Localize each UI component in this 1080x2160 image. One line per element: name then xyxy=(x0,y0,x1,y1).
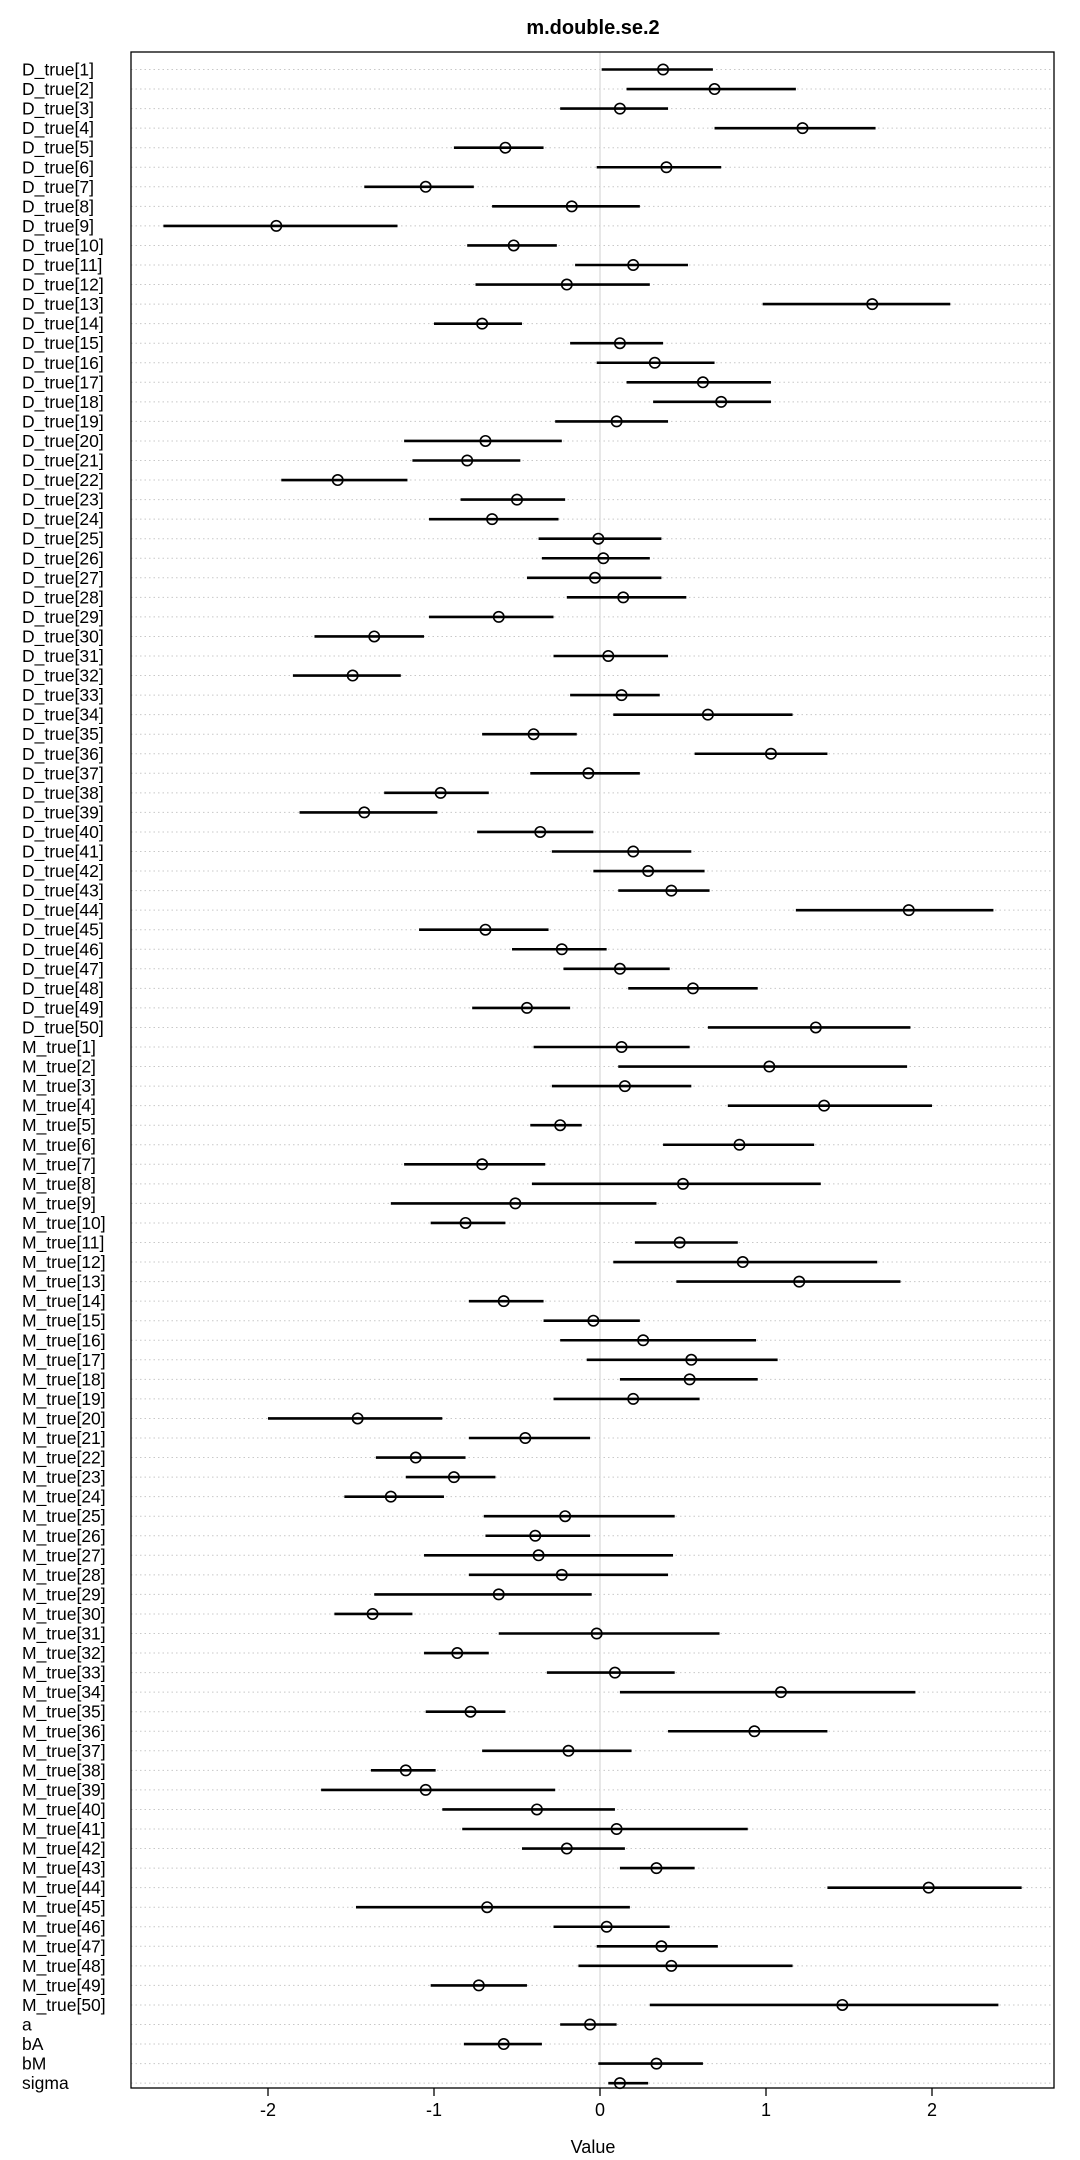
row-label: M_true[15] xyxy=(22,1310,106,1331)
row-label: D_true[34] xyxy=(22,704,104,725)
row-label: M_true[48] xyxy=(22,1955,106,1976)
row-label: D_true[22] xyxy=(22,470,104,491)
row-label: M_true[42] xyxy=(22,1838,106,1859)
row-label: D_true[36] xyxy=(22,743,104,764)
row-label: M_true[21] xyxy=(22,1428,106,1448)
row-label: D_true[14] xyxy=(22,313,104,334)
row-label: M_true[30] xyxy=(22,1603,106,1624)
row-label: M_true[2] xyxy=(22,1056,96,1077)
row-label: M_true[27] xyxy=(22,1545,106,1566)
row-label: D_true[49] xyxy=(22,997,104,1018)
row-label: M_true[29] xyxy=(22,1584,106,1605)
row-label: D_true[2] xyxy=(22,79,94,100)
row-label: M_true[40] xyxy=(22,1799,106,1820)
row-label: bM xyxy=(22,2053,47,2074)
x-tick-label: -1 xyxy=(425,2100,443,2120)
row-label: M_true[31] xyxy=(22,1623,106,1644)
row-label: M_true[17] xyxy=(22,1349,106,1370)
row-label: sigma xyxy=(22,2073,69,2094)
row-label: D_true[26] xyxy=(22,548,104,569)
x-axis-label: Value xyxy=(570,2137,616,2157)
row-label: D_true[46] xyxy=(22,939,104,960)
row-label: M_true[39] xyxy=(22,1779,106,1800)
row-label: M_true[38] xyxy=(22,1760,106,1781)
row-label: M_true[7] xyxy=(22,1154,96,1175)
row-label: D_true[45] xyxy=(22,919,104,940)
row-label: M_true[46] xyxy=(22,1916,106,1937)
row-label: D_true[19] xyxy=(22,411,104,432)
row-label: M_true[26] xyxy=(22,1525,106,1546)
row-label: D_true[4] xyxy=(22,118,94,139)
row-label: D_true[8] xyxy=(22,196,94,217)
row-label: M_true[44] xyxy=(22,1877,106,1898)
row-labels xyxy=(22,60,106,2094)
row-label: D_true[23] xyxy=(22,489,104,510)
row-label: D_true[17] xyxy=(22,372,104,393)
chart-title: m.double.se.2 xyxy=(526,17,660,39)
row-label: D_true[10] xyxy=(22,235,104,256)
row-label: D_true[42] xyxy=(22,861,104,882)
row-label: D_true[7] xyxy=(22,176,94,197)
row-label: M_true[23] xyxy=(22,1467,106,1488)
row-label: D_true[9] xyxy=(22,215,94,236)
row-label: a xyxy=(22,2014,32,2035)
row-label: D_true[18] xyxy=(22,391,104,412)
row-label: D_true[48] xyxy=(22,978,104,999)
row-label: D_true[5] xyxy=(22,137,94,158)
row-label: M_true[25] xyxy=(22,1506,106,1527)
row-label: M_true[49] xyxy=(22,1975,106,1996)
plot-frame xyxy=(131,52,1054,2088)
row-label: D_true[16] xyxy=(22,352,104,373)
row-label: M_true[16] xyxy=(22,1330,106,1351)
row-label: D_true[13] xyxy=(22,294,104,315)
row-label: M_true[10] xyxy=(22,1212,106,1233)
row-label: D_true[38] xyxy=(22,782,104,803)
row-label: M_true[24] xyxy=(22,1486,106,1507)
row-label: M_true[32] xyxy=(22,1643,106,1664)
row-label: M_true[19] xyxy=(22,1388,106,1409)
row-label: D_true[33] xyxy=(22,685,104,706)
row-label: M_true[11] xyxy=(22,1232,105,1253)
row-label: D_true[35] xyxy=(22,724,104,745)
row-label: D_true[30] xyxy=(22,626,104,647)
row-label: D_true[41] xyxy=(22,841,104,862)
row-gridlines xyxy=(131,70,1054,2084)
row-label: M_true[9] xyxy=(22,1193,96,1214)
x-axis xyxy=(260,2088,937,2120)
row-label: M_true[34] xyxy=(22,1682,106,1703)
row-label: M_true[13] xyxy=(22,1271,106,1292)
row-label: M_true[33] xyxy=(22,1662,106,1683)
row-label: D_true[1] xyxy=(22,59,94,80)
row-label: M_true[43] xyxy=(22,1858,106,1879)
row-label: D_true[6] xyxy=(22,157,94,178)
x-tick-label: 2 xyxy=(926,2100,938,2120)
row-label: M_true[28] xyxy=(22,1564,106,1585)
row-label: M_true[47] xyxy=(22,1936,106,1957)
row-label: M_true[45] xyxy=(22,1897,106,1918)
row-label: M_true[4] xyxy=(22,1095,96,1116)
row-label: D_true[31] xyxy=(22,646,104,666)
row-label: M_true[8] xyxy=(22,1173,96,1194)
mean-points xyxy=(271,64,934,2088)
row-label: D_true[43] xyxy=(22,880,104,901)
row-label: D_true[39] xyxy=(22,802,104,823)
row-label: M_true[18] xyxy=(22,1369,106,1390)
row-label: M_true[6] xyxy=(22,1134,96,1155)
row-label: M_true[20] xyxy=(22,1408,106,1429)
row-label: D_true[12] xyxy=(22,274,104,295)
interval-lines xyxy=(163,70,1021,2084)
row-label: D_true[29] xyxy=(22,606,104,627)
row-label: M_true[36] xyxy=(22,1721,106,1742)
row-label: D_true[21] xyxy=(22,450,104,471)
row-label: D_true[44] xyxy=(22,900,104,921)
row-label: D_true[40] xyxy=(22,821,104,842)
row-label: D_true[20] xyxy=(22,430,104,451)
row-label: M_true[41] xyxy=(22,1819,106,1839)
row-label: D_true[11] xyxy=(22,255,103,275)
row-label: M_true[3] xyxy=(22,1076,96,1097)
row-label: D_true[25] xyxy=(22,528,104,549)
row-label: D_true[15] xyxy=(22,333,104,354)
row-label: M_true[1] xyxy=(22,1037,96,1057)
row-label: D_true[3] xyxy=(22,98,94,119)
row-label: D_true[28] xyxy=(22,587,104,608)
row-label: D_true[27] xyxy=(22,567,104,588)
row-label: D_true[50] xyxy=(22,1017,104,1038)
row-label: M_true[12] xyxy=(22,1252,106,1273)
row-label: M_true[37] xyxy=(22,1740,106,1761)
x-tick-label: -2 xyxy=(259,2100,277,2120)
row-label: D_true[37] xyxy=(22,763,104,784)
x-tick-label: 0 xyxy=(594,2100,606,2120)
row-label: D_true[47] xyxy=(22,958,104,979)
row-label: M_true[22] xyxy=(22,1447,106,1468)
row-label: M_true[14] xyxy=(22,1291,106,1312)
row-label: M_true[35] xyxy=(22,1701,106,1722)
row-label: bA xyxy=(22,2034,44,2055)
row-label: D_true[24] xyxy=(22,509,104,530)
x-tick-label: 1 xyxy=(760,2100,772,2120)
row-label: D_true[32] xyxy=(22,665,104,686)
row-label: M_true[5] xyxy=(22,1115,96,1136)
row-label: M_true[50] xyxy=(22,1994,106,2015)
